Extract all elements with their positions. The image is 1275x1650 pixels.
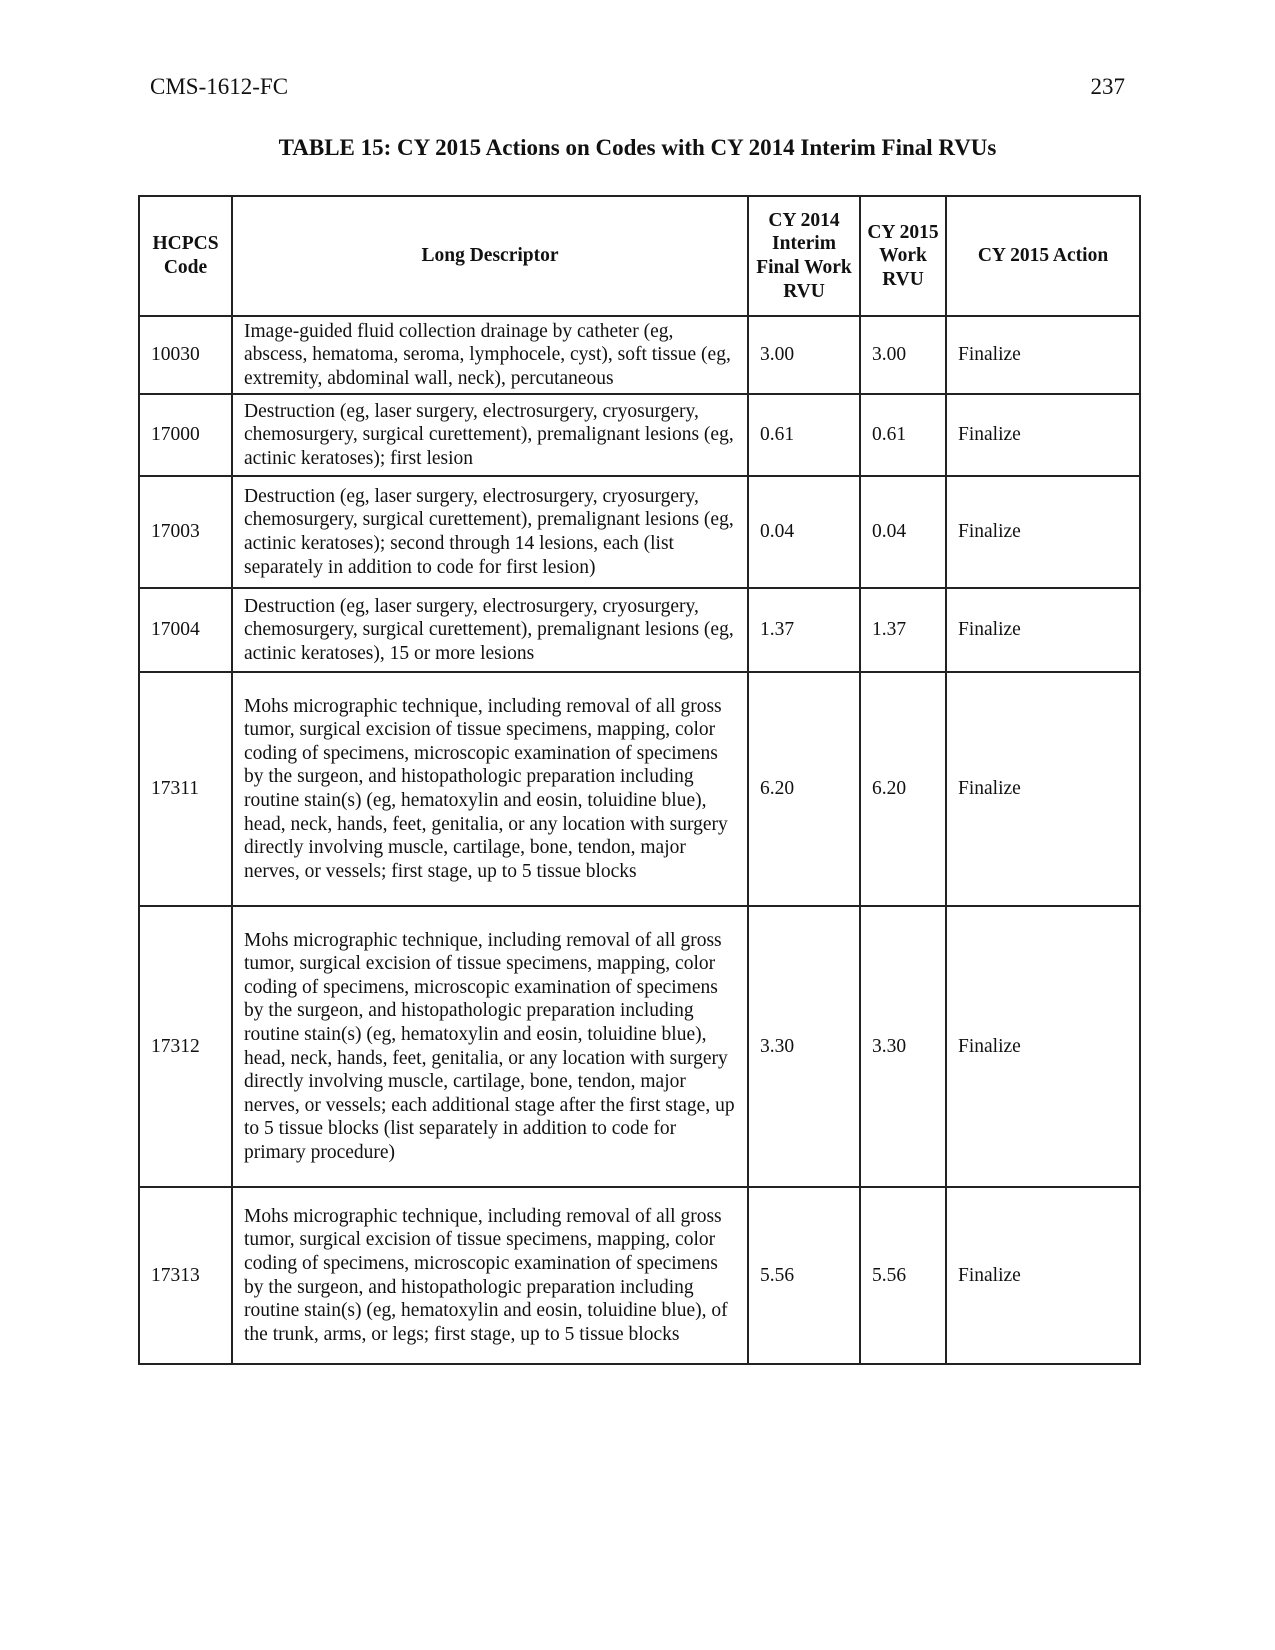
interim-rvu: 5.56 bbox=[748, 1187, 860, 1364]
action: Finalize bbox=[946, 476, 1140, 588]
hcpcs-code: 17004 bbox=[139, 588, 232, 672]
work-rvu: 0.04 bbox=[860, 476, 946, 588]
long-descriptor: Destruction (eg, laser surgery, electrosurgery, cryosurgery, chemosurgery, surgical curettement), premalignant lesions (eg, actinic keratoses); first lesion bbox=[232, 394, 748, 476]
work-rvu: 1.37 bbox=[860, 588, 946, 672]
action: Finalize bbox=[946, 1187, 1140, 1364]
table-row bbox=[139, 476, 1140, 588]
action: Finalize bbox=[946, 672, 1140, 906]
table-row bbox=[139, 316, 1140, 394]
table-row bbox=[139, 906, 1140, 1187]
hcpcs-code: 17000 bbox=[139, 394, 232, 476]
action: Finalize bbox=[946, 588, 1140, 672]
table-row bbox=[139, 672, 1140, 906]
interim-rvu: 0.04 bbox=[748, 476, 860, 588]
header-hcpcs-code: HCPCS Code bbox=[139, 196, 232, 316]
page-number: 237 bbox=[1090, 74, 1125, 99]
hcpcs-code: 17003 bbox=[139, 476, 232, 588]
header-cy2014-interim-rvu: CY 2014 Interim Final Work RVU bbox=[748, 196, 860, 316]
interim-rvu: 0.61 bbox=[748, 394, 860, 476]
long-descriptor: Destruction (eg, laser surgery, electrosurgery, cryosurgery, chemosurgery, surgical curettement), premalignant lesions (eg, actinic keratoses), 15 or more lesions bbox=[232, 588, 748, 672]
header-long-descriptor: Long Descriptor bbox=[232, 196, 748, 316]
table-row bbox=[139, 394, 1140, 476]
rvu-table bbox=[138, 195, 1141, 1365]
hcpcs-code: 10030 bbox=[139, 316, 232, 394]
work-rvu: 3.30 bbox=[860, 906, 946, 1187]
table-row bbox=[139, 1187, 1140, 1364]
long-descriptor: Destruction (eg, laser surgery, electrosurgery, cryosurgery, chemosurgery, surgical curettement), premalignant lesions (eg, actinic keratoses); second through 14 lesions, each (list separately in addition to code for first lesion) bbox=[232, 476, 748, 588]
hcpcs-code: 17313 bbox=[139, 1187, 232, 1364]
work-rvu: 3.00 bbox=[860, 316, 946, 394]
action: Finalize bbox=[946, 316, 1140, 394]
work-rvu: 5.56 bbox=[860, 1187, 946, 1364]
header-cy2015-work-rvu: CY 2015 Work RVU bbox=[860, 196, 946, 316]
hcpcs-code: 17312 bbox=[139, 906, 232, 1187]
hcpcs-code: 17311 bbox=[139, 672, 232, 906]
document-id: CMS-1612-FC bbox=[150, 74, 289, 99]
interim-rvu: 6.20 bbox=[748, 672, 860, 906]
work-rvu: 6.20 bbox=[860, 672, 946, 906]
long-descriptor: Image-guided fluid collection drainage by catheter (eg, abscess, hematoma, seroma, lymphocele, cyst), soft tissue (eg, extremity, abdominal wall, neck), percutaneous bbox=[232, 316, 748, 394]
action: Finalize bbox=[946, 906, 1140, 1187]
action: Finalize bbox=[946, 394, 1140, 476]
long-descriptor: Mohs micrographic technique, including removal of all gross tumor, surgical excision of tissue specimens, mapping, color coding of specimens, microscopic examination of specimens by the surgeon, and histopathologic preparation including routine stain(s) (eg, hematoxylin and eosin, toluidine blue), head, neck, hands, feet, genitalia, or any location with surgery directly involving muscle, cartilage, bone, tendon, major nerves, or vessels; first stage, up to 5 tissue blocks bbox=[232, 672, 748, 906]
table-header-row bbox=[139, 196, 1140, 316]
interim-rvu: 3.30 bbox=[748, 906, 860, 1187]
interim-rvu: 3.00 bbox=[748, 316, 860, 394]
table-title: TABLE 15: CY 2015 Actions on Codes with CY 2014 Interim Final RVUs bbox=[278, 135, 997, 160]
long-descriptor: Mohs micrographic technique, including removal of all gross tumor, surgical excision of tissue specimens, mapping, color coding of specimens, microscopic examination of specimens by the surgeon, and histopathologic preparation including routine stain(s) (eg, hematoxylin and eosin, toluidine blue), of the trunk, arms, or legs; first stage, up to 5 tissue blocks bbox=[232, 1187, 748, 1364]
header-cy2015-action: CY 2015 Action bbox=[946, 196, 1140, 316]
long-descriptor: Mohs micrographic technique, including removal of all gross tumor, surgical excision of tissue specimens, mapping, color coding of specimens, microscopic examination of specimens by the surgeon, and histopathologic preparation including routine stain(s) (eg, hematoxylin and eosin, toluidine blue), head, neck, hands, feet, genitalia, or any location with surgery directly involving muscle, cartilage, bone, tendon, major nerves, or vessels; each additional stage after the first stage, up to 5 tissue blocks (list separately in addition to code for primary procedure) bbox=[232, 906, 748, 1187]
interim-rvu: 1.37 bbox=[748, 588, 860, 672]
table-row bbox=[139, 588, 1140, 672]
work-rvu: 0.61 bbox=[860, 394, 946, 476]
